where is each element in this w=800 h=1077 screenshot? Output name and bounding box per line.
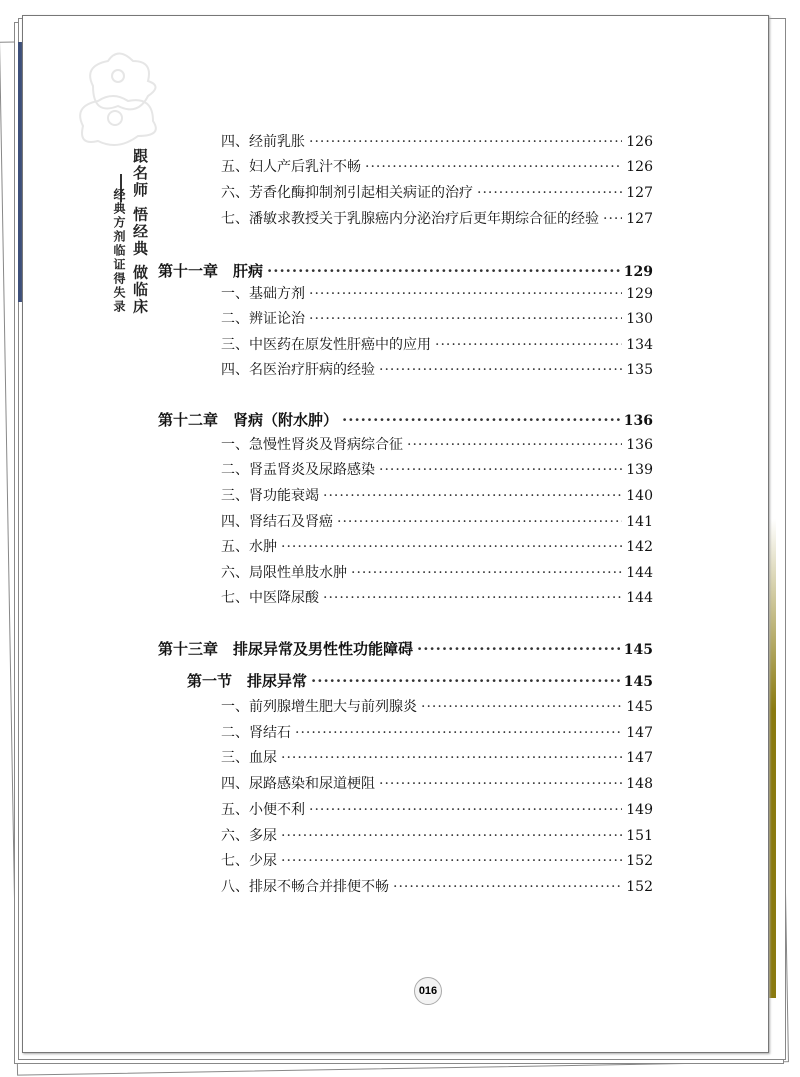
toc-entry[interactable] (221, 359, 653, 379)
entry-page: 134 (626, 337, 653, 353)
entry-page: 145 (623, 674, 653, 690)
leader-dots (379, 362, 622, 378)
toc-chapter[interactable] (158, 260, 653, 281)
leader-dots (421, 699, 622, 715)
entry-title: 四、名医治疗肝病的经验 (221, 362, 375, 378)
toc-entry[interactable] (221, 131, 653, 151)
entry-title: 二、肾结石 (221, 725, 291, 741)
running-subtitle: 经典方剂临证得失录 (112, 188, 126, 314)
entry-page: 144 (626, 590, 653, 606)
entry-title: 七、潘敏求教授关于乳腺癌内分泌治疗后更年期综合征的经验 (221, 211, 599, 227)
leader-dots (281, 539, 622, 555)
running-title: 跟名师 悟经典 做临床 (131, 148, 149, 316)
toc-entry[interactable] (221, 876, 653, 896)
entry-title: 一、急慢性肾炎及肾病综合征 (221, 437, 403, 453)
entry-title: 三、血尿 (221, 750, 277, 766)
toc-entry[interactable] (221, 773, 653, 793)
entry-title: 三、肾功能衰竭 (221, 488, 319, 504)
toc-entry[interactable] (221, 825, 653, 845)
entry-page: 152 (626, 879, 653, 895)
entry-page: 139 (626, 462, 653, 478)
entry-title: 第十二章 肾病（附水肿） (158, 411, 339, 429)
toc-entry[interactable] (221, 308, 653, 328)
leader-dots (323, 488, 622, 504)
toc-entry[interactable] (221, 799, 653, 819)
entry-title: 一、前列腺增生肥大与前列腺炎 (221, 699, 417, 715)
toc-section[interactable] (187, 670, 653, 691)
leader-dots (337, 514, 622, 530)
entry-title: 五、水肿 (221, 539, 277, 555)
cloud-ornament-icon (63, 46, 173, 156)
toc-entry[interactable] (221, 434, 653, 454)
entry-page: 126 (626, 134, 653, 150)
leader-dots (407, 437, 622, 453)
leader-dots (435, 337, 622, 353)
leader-dots (309, 802, 622, 818)
entry-title: 六、多尿 (221, 828, 277, 844)
entry-page: 145 (623, 642, 653, 658)
toc-entry[interactable] (221, 459, 653, 479)
toc-entry[interactable] (221, 722, 653, 742)
entry-page: 136 (626, 437, 653, 453)
entry-title: 二、辨证论治 (221, 311, 305, 327)
leader-dots (323, 590, 622, 606)
leader-dots (309, 311, 622, 327)
leader-dots (295, 725, 622, 741)
entry-page: 126 (626, 159, 653, 175)
toc-entry[interactable] (221, 208, 653, 228)
entry-page: 149 (626, 802, 653, 818)
leader-dots (309, 134, 622, 150)
leader-dots (393, 879, 622, 895)
toc-entry[interactable] (221, 182, 653, 202)
toc-entry[interactable] (221, 562, 653, 582)
entry-page: 142 (626, 539, 653, 555)
entry-title: 第一节 排尿异常 (187, 672, 308, 690)
toc-entry[interactable] (221, 156, 653, 176)
entry-page: 129 (623, 264, 653, 280)
page-number: 016 (414, 977, 442, 1005)
toc-entry[interactable] (221, 283, 653, 303)
entry-page: 145 (626, 699, 653, 715)
entry-page: 140 (626, 488, 653, 504)
leader-dots (417, 640, 620, 658)
entry-title: 七、中医降尿酸 (221, 590, 319, 606)
toc-entry[interactable] (221, 485, 653, 505)
entry-title: 二、肾盂肾炎及尿路感染 (221, 462, 375, 478)
entry-title: 四、尿路感染和尿道梗阻 (221, 776, 375, 792)
toc-entry[interactable] (221, 334, 653, 354)
entry-page: 147 (626, 750, 653, 766)
entry-title: 五、妇人产后乳汁不畅 (221, 159, 361, 175)
entry-page: 151 (626, 828, 653, 844)
leader-dots (603, 211, 622, 227)
entry-title: 第十三章 排尿异常及男性性功能障碍 (158, 640, 414, 658)
entry-page: 148 (626, 776, 653, 792)
toc-chapter[interactable] (158, 638, 653, 659)
entry-page: 135 (626, 362, 653, 378)
leader-dots (311, 672, 620, 690)
entry-page: 127 (626, 211, 653, 227)
leader-dots (342, 411, 620, 429)
entry-title: 三、中医药在原发性肝癌中的应用 (221, 337, 431, 353)
entry-title: 四、肾结石及肾癌 (221, 514, 333, 530)
leader-dots (309, 286, 622, 302)
toc-chapter[interactable] (158, 409, 653, 430)
leader-dots (281, 828, 622, 844)
leader-dots (281, 750, 622, 766)
entry-title: 七、少尿 (221, 853, 277, 869)
entry-page: 152 (626, 853, 653, 869)
entry-page: 129 (626, 286, 653, 302)
toc-entry[interactable] (221, 587, 653, 607)
leader-dots (267, 262, 620, 280)
entry-title: 六、芳香化酶抑制剂引起相关病证的治疗 (221, 185, 473, 201)
leader-dots (365, 159, 622, 175)
entry-page: 127 (626, 185, 653, 201)
toc-entry[interactable] (221, 536, 653, 556)
toc-entry[interactable] (221, 696, 653, 716)
entry-title: 第十一章 肝病 (158, 262, 264, 280)
leader-dots (351, 565, 622, 581)
toc-page (22, 15, 769, 1053)
entry-title: 四、经前乳胀 (221, 134, 305, 150)
entry-title: 五、小便不利 (221, 802, 305, 818)
entry-page: 130 (626, 311, 653, 327)
sheet-edge-accent (768, 40, 776, 998)
leader-dots (281, 853, 622, 869)
entry-title: 八、排尿不畅合并排便不畅 (221, 879, 389, 895)
leader-dots (477, 185, 622, 201)
entry-page: 144 (626, 565, 653, 581)
entry-title: 六、局限性单肢水肿 (221, 565, 347, 581)
toc-entry[interactable] (221, 850, 653, 870)
entry-page: 136 (623, 413, 653, 429)
leader-dots (379, 462, 622, 478)
leader-dots (379, 776, 622, 792)
entry-page: 141 (626, 514, 653, 530)
toc-entry[interactable] (221, 747, 653, 767)
toc-entry[interactable] (221, 511, 653, 531)
entry-page: 147 (626, 725, 653, 741)
entry-title: 一、基础方剂 (221, 286, 305, 302)
